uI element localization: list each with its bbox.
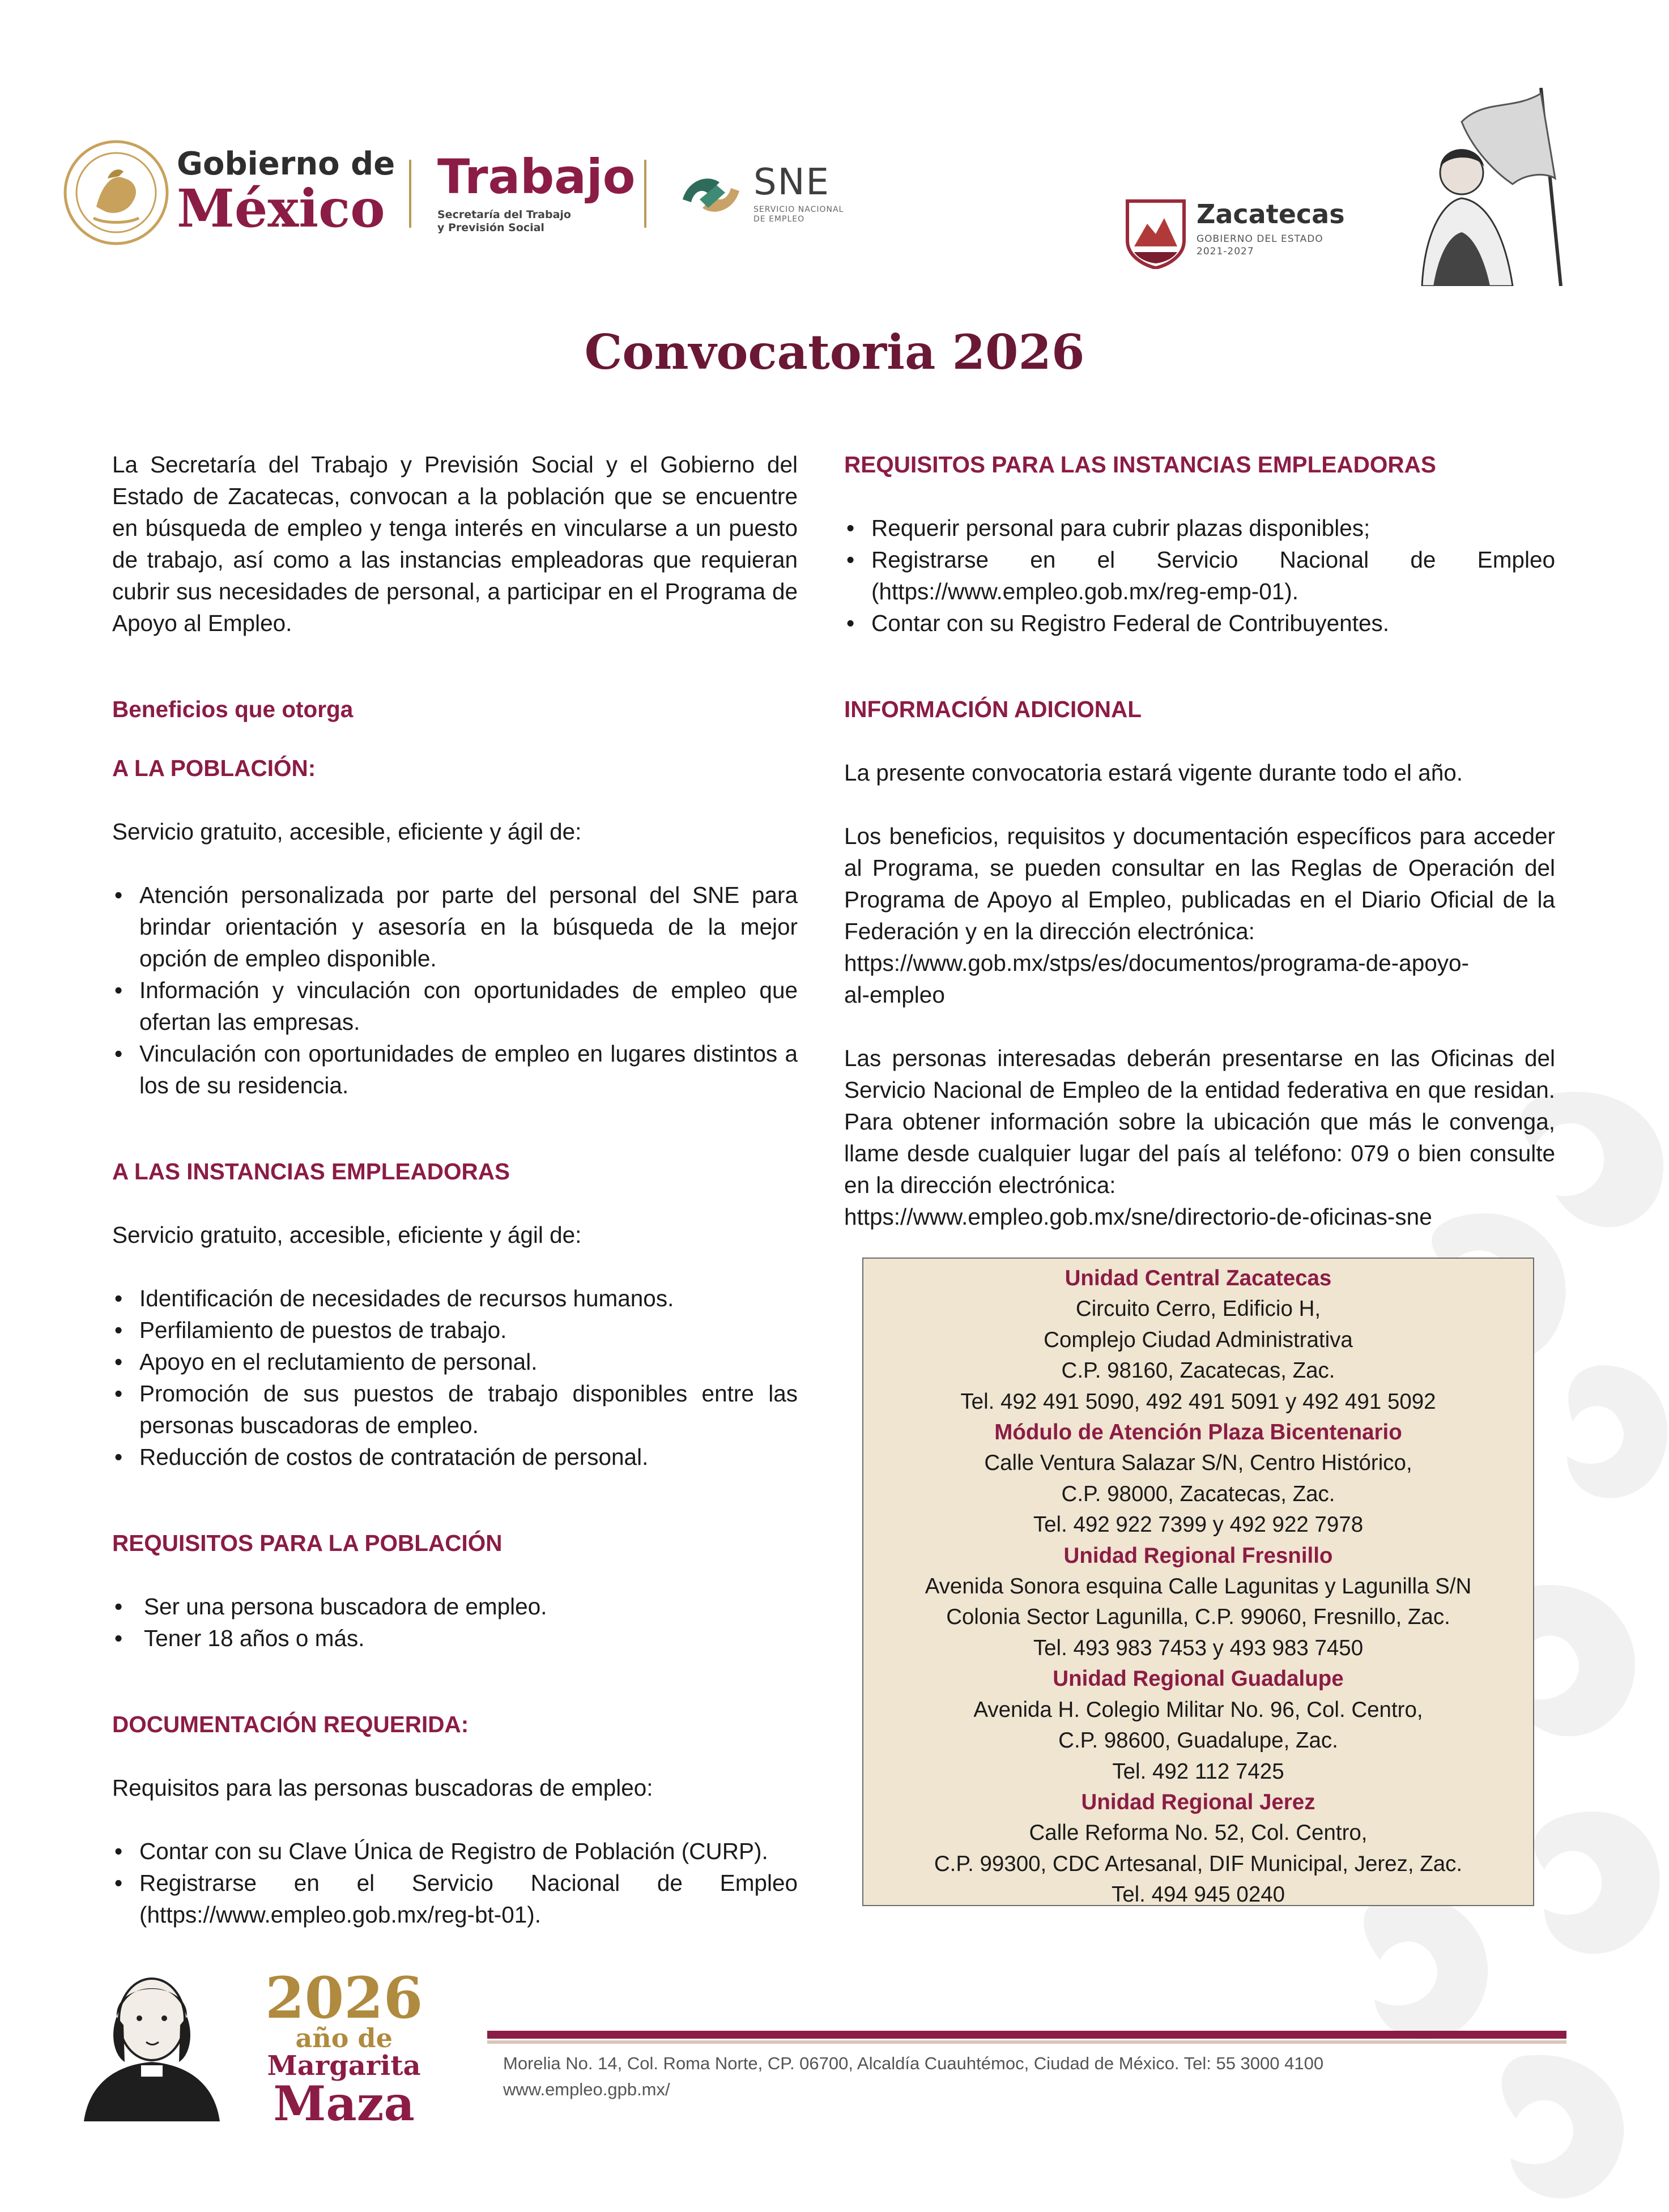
footer-website[interactable]: www.empleo.gpb.mx/	[503, 2079, 670, 2099]
instancias-heading: A LAS INSTANCIAS EMPLEADORAS	[112, 1158, 510, 1184]
offices-box	[862, 1258, 1534, 1906]
intro-paragraph: La Secretaría del Trabajo y Previsión Social y el Gobierno del Estado de Zacatecas, convocan a la población que se encuentre en búsqueda de empleo y tenga interés en vincularse a un puesto de trabajo, así como a las instancias empleadoras que requieran cubrir sus necesidades de personal, a participar en el Programa de Apoyo al Empleo.	[112, 451, 798, 636]
oficinas-paragraph: Las personas interesadas deberán presentarse en las Oficinas del Servicio Nacional de Empleo de la entidad federativa en que residan. Para obtener información sobre la ubicación que más le convenga, llame desde cualquier lugar del país al teléfono: 079 o bien consulte en la dirección electrónica:	[844, 1045, 1555, 1198]
list-item: • Vinculación con oportunidades de empleo en lugares distintos a los de su residencia.	[112, 1038, 798, 1101]
reglas-url-line-2: al-empleo	[844, 982, 945, 1008]
heroine-with-flag-illustration	[1399, 88, 1569, 286]
list-item: • Perfilamiento de puestos de trabajo.	[112, 1314, 798, 1346]
list-item: • Requerir personal para cubrir plazas disponibles;	[844, 512, 1555, 544]
trabajo-logo	[437, 149, 636, 235]
office-line: Colonia Sector Lagunilla, C.P. 99060, Fresnillo, Zac.	[946, 1605, 1450, 1630]
reglas-url-line-1: https://www.gob.mx/stps/es/documentos/programa-de-apoyo-	[844, 950, 1470, 976]
zacatecas-subtitle-2: 2021-2027	[1197, 246, 1254, 258]
trabajo-subtitle-1: Secretaría del Trabajo	[437, 208, 571, 221]
list-item: • Contar con su Clave Única de Registro de Población (CURP).	[112, 1835, 798, 1867]
req-instancias-heading: REQUISITOS PARA LAS INSTANCIAS EMPLEADORAS	[844, 451, 1436, 478]
list-item: • Registrarse en el Servicio Nacional de Empleo (https://www.empleo.gob.mx/reg-emp-01).	[844, 544, 1555, 607]
office-name: Módulo de Atención Plaza Bicentenario	[994, 1420, 1402, 1445]
req-instancias-list	[844, 512, 1555, 639]
sne-logo	[753, 161, 844, 224]
mexico-text: México	[177, 178, 385, 239]
ano-de-text: año de	[295, 2023, 393, 2053]
office-line: Tel. 494 945 0240	[1111, 1882, 1285, 1907]
list-item: • Identificación de necesidades de recursos humanos.	[112, 1282, 798, 1314]
office-name: Unidad Regional Fresnillo	[1063, 1543, 1333, 1568]
sne-text: SNE	[753, 161, 830, 203]
list-item: • Contar con su Registro Federal de Contribuyentes.	[844, 607, 1555, 639]
mexico-coat-of-arms-icon	[62, 139, 170, 246]
list-item: • Registrarse en el Servicio Nacional de Empleo (https://www.empleo.gob.mx/reg-bt-01).	[112, 1867, 798, 1930]
sne-handshake-icon	[677, 160, 745, 228]
sne-subtitle-2: DE EMPLEO	[753, 214, 805, 224]
right-column	[844, 449, 1555, 1233]
documentacion-list	[112, 1835, 798, 1930]
documentacion-lead: Requisitos para las personas buscadoras de empleo:	[112, 1775, 653, 1801]
office-line: Tel. 492 112 7425	[1112, 1759, 1284, 1784]
office-name: Unidad Central Zacatecas	[1065, 1266, 1332, 1290]
year-number: 2026	[265, 1964, 423, 2031]
office-line: C.P. 98160, Zacatecas, Zac.	[1061, 1358, 1335, 1383]
gobierno-de-text: Gobierno de	[177, 146, 395, 182]
directorio-url: https://www.empleo.gob.mx/sne/directorio-de-oficinas-sne	[844, 1204, 1432, 1230]
list-item: • Información y vinculación con oportunidades de empleo que ofertan las empresas.	[112, 974, 798, 1038]
zacatecas-logo	[1197, 201, 1345, 258]
gobierno-de-mexico-logo	[177, 146, 395, 239]
office-name: Unidad Regional Jerez	[1081, 1789, 1315, 1814]
poblacion-list	[112, 879, 798, 1101]
req-poblacion-list	[112, 1591, 798, 1654]
office-line: C.P. 98600, Guadalupe, Zac.	[1058, 1728, 1338, 1753]
office-line: Calle Ventura Salazar S/N, Centro Histórico,	[984, 1451, 1412, 1476]
trabajo-text: Trabajo	[437, 149, 636, 204]
office-line: Complejo Ciudad Administrativa	[1044, 1327, 1353, 1352]
zacatecas-emblem-icon	[1122, 195, 1190, 269]
instancias-list	[112, 1282, 798, 1473]
trabajo-subtitle-2: y Previsión Social	[437, 221, 544, 234]
zacatecas-subtitle-1: GOBIERNO DEL ESTADO	[1197, 233, 1323, 245]
instancias-lead: Servicio gratuito, accesible, eficiente y ágil de:	[112, 1222, 582, 1248]
margarita-maza-portrait	[84, 1957, 220, 2121]
office-line: Calle Reforma No. 52, Col. Centro,	[1029, 1821, 1368, 1846]
left-column	[112, 449, 798, 1930]
office-line: Tel. 492 922 7399 y 492 922 7978	[1033, 1512, 1364, 1537]
vigencia-paragraph: La presente convocatoria estará vigente durante todo el año.	[844, 760, 1463, 786]
list-item: • Atención personalizada por parte del personal del SNE para brindar orientación y asesoría en la búsqueda de la mejor opción de empleo disponible.	[112, 879, 798, 974]
page-title: Convocatoria 2026	[584, 324, 1085, 380]
footer-bar-accent	[487, 2040, 1566, 2044]
list-item: • Reducción de costos de contratación de personal.	[112, 1441, 798, 1473]
office-line: Avenida H. Colegio Militar No. 96, Col. Centro,	[973, 1697, 1423, 1722]
poblacion-heading: A LA POBLACIÓN:	[112, 755, 316, 781]
beneficios-heading: Beneficios que otorga	[112, 696, 354, 722]
zacatecas-text: Zacatecas	[1197, 199, 1345, 229]
documentacion-heading: DOCUMENTACIÓN REQUERIDA:	[112, 1711, 469, 1737]
logo-divider	[644, 160, 646, 228]
info-adicional-heading: INFORMACIÓN ADICIONAL	[844, 696, 1142, 722]
poblacion-lead: Servicio gratuito, accesible, eficiente y ágil de:	[112, 819, 582, 845]
maza-text: Maza	[273, 2075, 415, 2132]
footer-address: Morelia No. 14, Col. Roma Norte, CP. 06700, Alcaldía Cuauhtémoc, Ciudad de México. Tel: 55 3000 4100	[503, 2053, 1324, 2073]
list-item: • Promoción de sus puestos de trabajo disponibles entre las personas buscadoras de empleo.	[112, 1378, 798, 1441]
list-item: • Apoyo en el reclutamiento de personal.	[112, 1346, 798, 1378]
footer-text	[503, 2051, 1323, 2103]
year-of-margarita-maza-logo	[265, 1964, 423, 2132]
office-line: Avenida Sonora esquina Calle Lagunitas y Lagunilla S/N	[925, 1574, 1472, 1599]
office-line: C.P. 98000, Zacatecas, Zac.	[1061, 1481, 1335, 1506]
office-line: Tel. 492 491 5090, 492 491 5091 y 492 491 5092	[960, 1389, 1436, 1414]
list-item: • Ser una persona buscadora de empleo.	[112, 1591, 798, 1622]
footer-bar	[487, 2031, 1566, 2039]
sne-subtitle-1: SERVICIO NACIONAL	[753, 205, 844, 214]
office-line: C.P. 99300, CDC Artesanal, DIF Municipal, Jerez, Zac.	[934, 1851, 1463, 1876]
reglas-paragraph: Los beneficios, requisitos y documentación específicos para acceder al Programa, se pueden consultar en las Reglas de Operación del Programa de Apoyo al Empleo, publicadas en el Diario Oficial de la Federación y en la dirección electrónica:	[844, 823, 1555, 944]
logo-divider	[409, 160, 411, 228]
margarita-text: Margarita	[267, 2050, 421, 2082]
req-poblacion-heading: REQUISITOS PARA LA POBLACIÓN	[112, 1530, 503, 1556]
office-name: Unidad Regional Guadalupe	[1053, 1667, 1344, 1691]
office-line: Tel. 493 983 7453 y 493 983 7450	[1033, 1635, 1364, 1660]
list-item: • Tener 18 años o más.	[112, 1622, 798, 1654]
office-line: Circuito Cerro, Edificio H,	[1075, 1297, 1321, 1322]
